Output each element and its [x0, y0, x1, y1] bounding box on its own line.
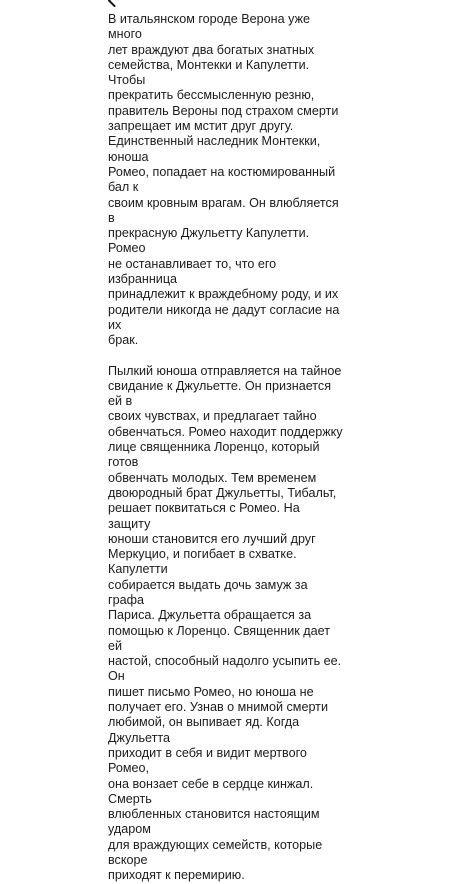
paragraph: В итальянском городе Верона уже много лет враждуют два богатых знатных семейства, Монтекки и Капулетти. Чтобы прекратить бессмысленную резню, правитель Вероны под страхом смерти запрещает им мстит друг другу. Единственный наследник Монтекки, юноша Ромео, попадает на костюмированный бал к своим кровным врагам. Он влюбляется в прекрасную Джульетту Капулетти. Ромео не останавливает то, что его избранница принадлежит к враждебному роду, и их родители никогда не дадут согласие на их брак.	[108, 12, 340, 348]
chevron-left-icon[interactable]	[107, 0, 116, 7]
paragraph: Пылкий юноша отправляется на тайное свидание к Джульетте. Он признается ей в своих чувствах, и предлагает тайно обвенчаться. Ромео находит поддержку лице священника Лоренцо, который готов обвенчать молодых. Тем временем двоюродный брат Джульетты, Тибальт, решает поквитаться с Ромео. На защиту юноши становится его лучший друг Меркуцио, и погибает в схватке. Капулетти собирается выдать дочь замуж за графа Париса. Джульетта обращается за помощью к Лоренцо. Священник дает ей настой, способный надолго усыпить ее. Он пишет письмо Ромео, но юноша не получает его. Узнав о мнимой смерти любимой, он выпивает яд. Когда Джульетта приходит в себя и видит мертвого Ромео, она вонзает себе в сердце кинжал. Смерть влюбленных становится настоящим ударом для враждующих семейств, которые вскоре приходят к перемирию.	[108, 363, 343, 883]
article-text	[108, 12, 344, 884]
navigation-bar	[0, 0, 450, 10]
